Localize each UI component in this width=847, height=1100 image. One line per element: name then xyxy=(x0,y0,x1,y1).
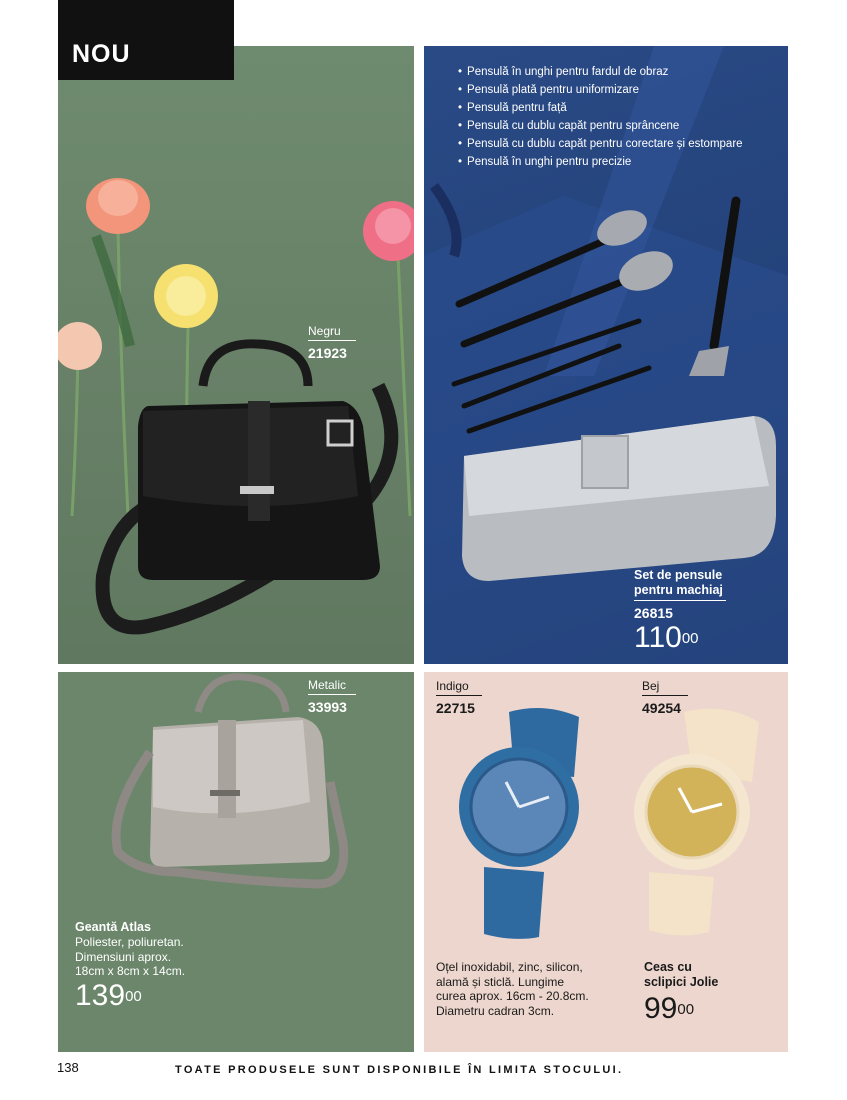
price-cents: 00 xyxy=(125,987,142,1005)
product-code: 49254 xyxy=(642,700,681,716)
product-name: Geantă Atlas xyxy=(75,920,151,934)
feature-item: • Pensulă pentru față xyxy=(458,99,743,117)
product-name-line: pentru machiaj xyxy=(634,583,723,597)
description-line: alamă și sticlă. Lungime xyxy=(436,974,565,989)
new-badge xyxy=(58,0,234,80)
atlas-bag-panel xyxy=(58,672,414,1052)
description-line: Dimensiuni aprox. xyxy=(75,949,172,964)
atlas-bag-info xyxy=(75,920,185,1011)
divider xyxy=(634,600,726,601)
description-line: Oțel inoxidabil, zinc, silicon, xyxy=(436,960,583,974)
black-bag-photo xyxy=(58,46,414,664)
product-code: 22715 xyxy=(436,700,475,716)
price xyxy=(75,978,185,1012)
beige-watch-code-block xyxy=(642,679,688,716)
new-badge-label: NOU xyxy=(72,40,131,68)
watch-panel xyxy=(424,672,788,1052)
description-line: Poliester, poliuretan. xyxy=(75,935,184,949)
price xyxy=(634,623,726,653)
feature-item: • Pensulă în unghi pentru fardul de obraz xyxy=(458,63,743,81)
feature-item: • Pensulă în unghi pentru precizie xyxy=(458,153,743,171)
brush-features-list xyxy=(458,63,743,171)
brush-set-panel xyxy=(424,46,788,664)
price-cents: 00 xyxy=(677,1001,695,1018)
color-name: Bej xyxy=(642,679,660,693)
feature-item: • Pensulă cu dublu capăt pentru corectare și estompare xyxy=(458,135,743,153)
price xyxy=(644,994,718,1024)
price-main: 110 xyxy=(634,621,682,654)
product-name-line: Ceas cu xyxy=(644,960,692,974)
divider xyxy=(308,694,356,695)
product-code: 26815 xyxy=(634,605,673,621)
description-line: curea aprox. 16cm - 20.8cm. xyxy=(436,989,589,1003)
divider xyxy=(308,340,356,341)
divider xyxy=(436,695,482,696)
product-code: 21923 xyxy=(308,345,347,361)
price-cents: 00 xyxy=(681,630,699,647)
product-name-line: sclipici Jolie xyxy=(644,975,719,989)
divider xyxy=(642,695,688,696)
black-bag-code-block xyxy=(308,324,356,361)
stock-disclaimer: TOATE PRODUSELE SUNT DISPONIBILE ÎN LIMITA STOCULUI. xyxy=(175,1064,624,1076)
price-main: 139 xyxy=(75,978,126,1012)
indigo-watch-code-block xyxy=(436,679,482,716)
description-line: Diametru cadran 3cm. xyxy=(436,1003,555,1018)
page-number: 138 xyxy=(57,1060,79,1075)
product-name xyxy=(634,568,726,598)
product-code: 33993 xyxy=(308,699,347,715)
color-name: Metalic xyxy=(308,678,347,692)
color-name: Negru xyxy=(308,324,341,338)
feature-item: • Pensulă cu dublu capăt pentru sprâncene xyxy=(458,117,743,135)
brush-set-info xyxy=(634,568,726,653)
price-main: 99 xyxy=(644,992,678,1025)
product-name-line: Set de pensule xyxy=(634,568,723,582)
feature-item: • Pensulă plată pentru uniformizare xyxy=(458,81,743,99)
color-name: Indigo xyxy=(436,679,469,693)
black-bag-panel xyxy=(58,46,414,664)
description-line: 18cm x 8cm x 14cm. xyxy=(75,964,186,978)
product-name xyxy=(644,960,718,990)
watch-description xyxy=(436,960,589,1018)
watch-info xyxy=(644,960,718,1024)
metallic-bag-code-block xyxy=(308,678,356,715)
